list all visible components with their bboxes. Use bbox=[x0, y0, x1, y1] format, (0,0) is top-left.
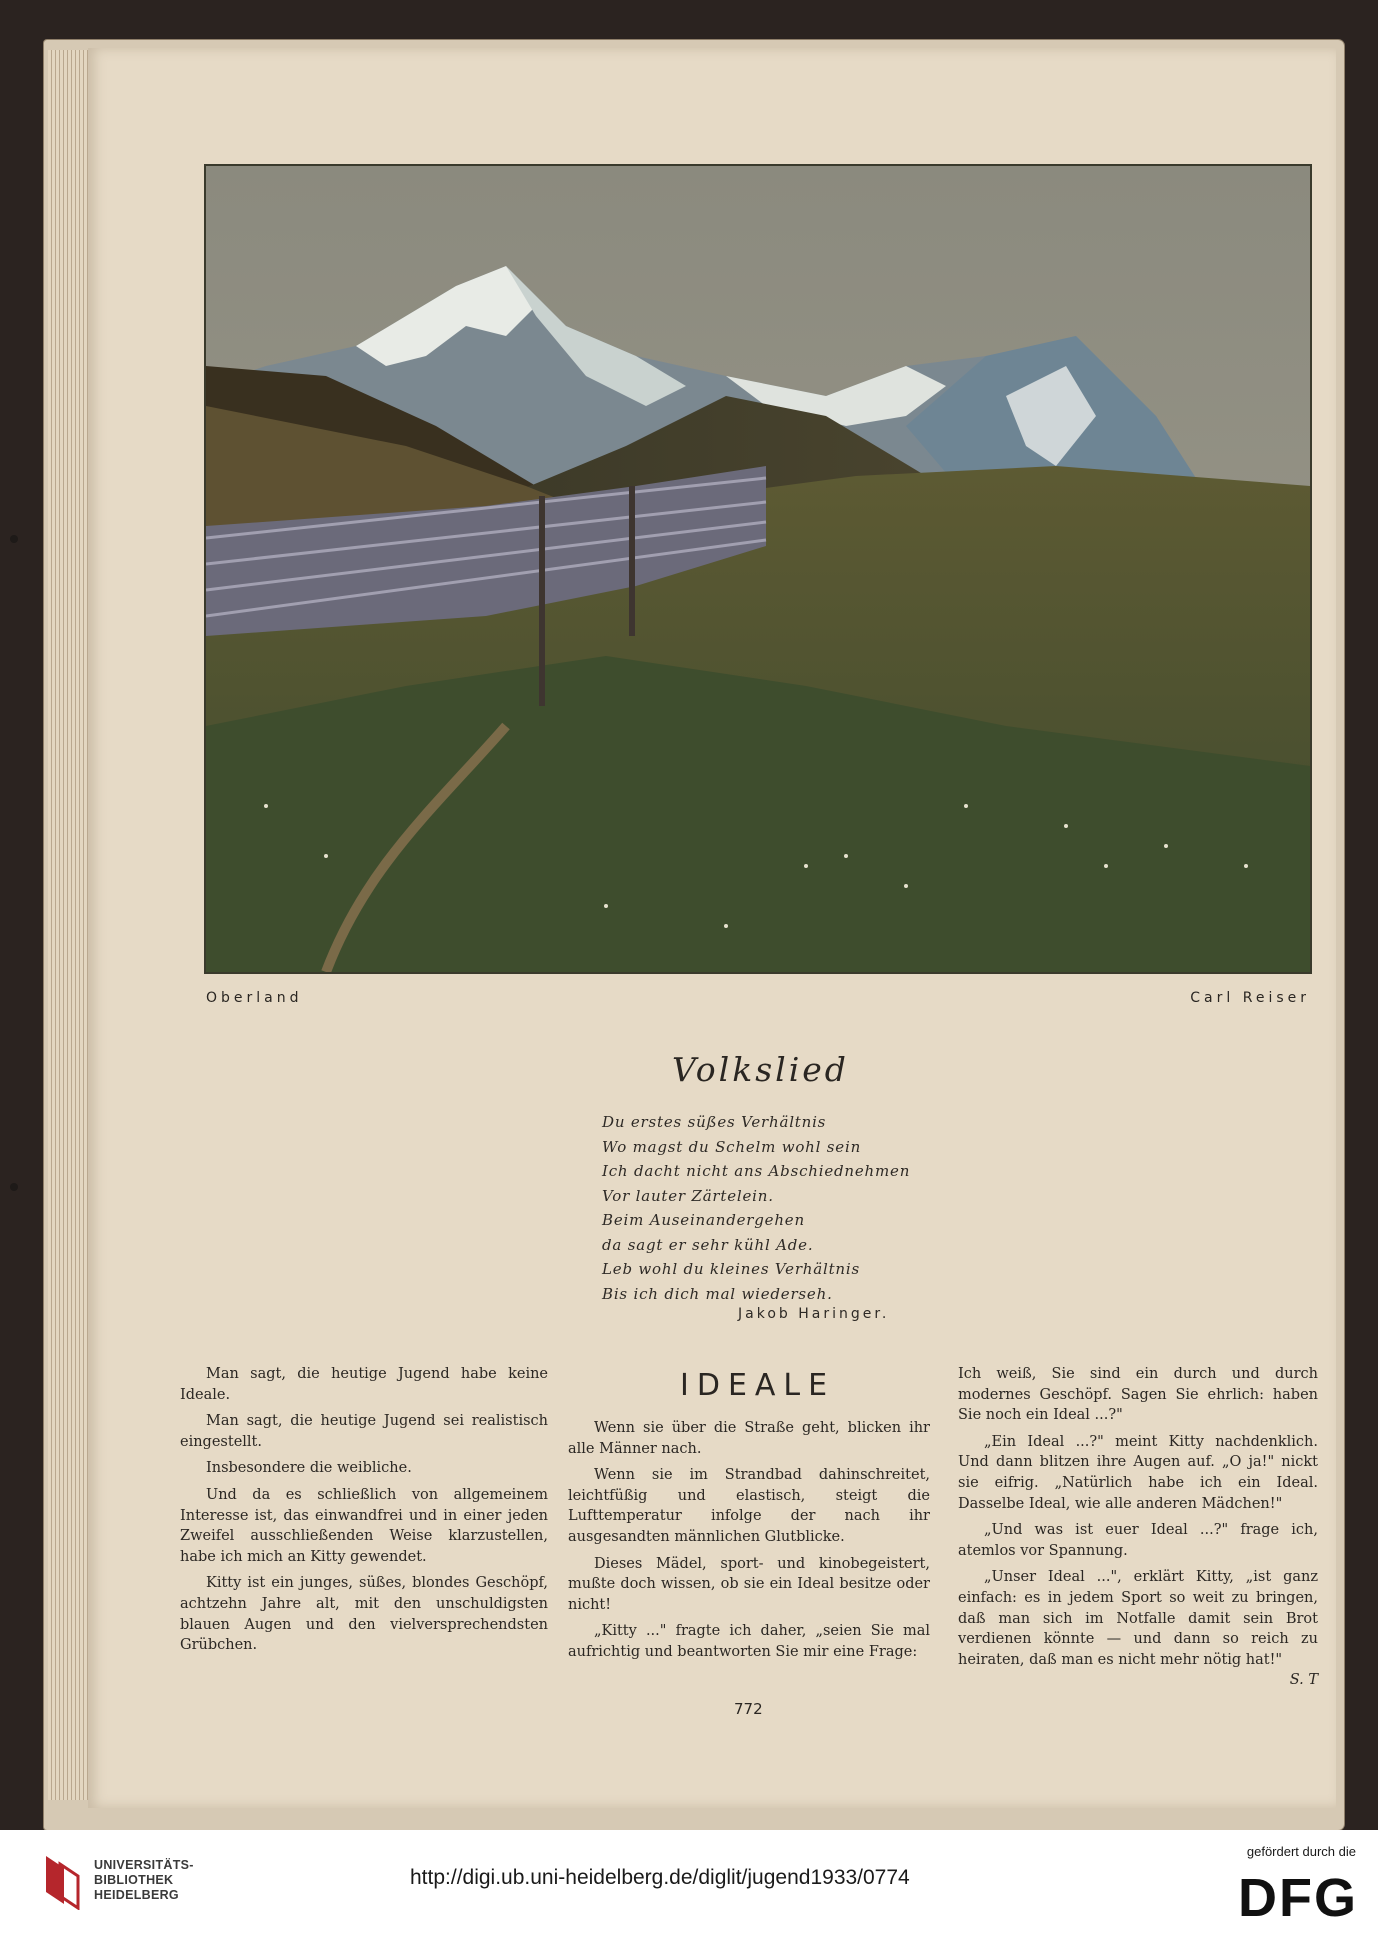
flower bbox=[264, 804, 268, 808]
flower bbox=[1244, 864, 1248, 868]
author-signature: S. T bbox=[1289, 1672, 1318, 1689]
dfg-logo[interactable]: DFG bbox=[1238, 1868, 1358, 1928]
painting-artist: Carl Reiser bbox=[1190, 990, 1310, 1006]
poem-author: Jakob Haringer. bbox=[738, 1306, 890, 1322]
poem-line: Du erstes süßes Verhältnis bbox=[602, 1113, 827, 1131]
poem-line: Vor lauter Zärtelein. bbox=[602, 1186, 774, 1205]
paragraph: Dieses Mädel, sport- und kinobegeistert, mußte doch wissen, ob sie ein Ideal besitze oder nicht! bbox=[568, 1555, 930, 1613]
poem-line: Ich dacht nicht ans Abschiednehmen bbox=[602, 1162, 911, 1180]
paragraph: „Ein Ideal ...?" meint Kitty nachdenklich. Und dann blitzen ihre Augen auf. „O ja!" nickt sie eifrig. „Natürlich habe ich ein Ideal. Dasselbe Ideal, wie alle anderen Mädchen!" bbox=[958, 1433, 1318, 1512]
painting-title: Oberland bbox=[206, 990, 303, 1006]
university-name[interactable] bbox=[94, 1858, 194, 1903]
paragraph: Wenn sie im Strandbad dahinschreitet, leichtfüßig und elastisch, steigt die Lufttemperatur infolge der nach ihr ausgesandten männlichen Glutblicke. bbox=[568, 1467, 930, 1545]
paragraph: Man sagt, die heutige Jugend sei realistisch eingestellt. bbox=[180, 1413, 548, 1450]
poem-line: da sagt er sehr kühl Ade. bbox=[602, 1235, 814, 1254]
poem-title: Volkslied bbox=[672, 1050, 849, 1089]
flower bbox=[964, 804, 968, 808]
flower bbox=[324, 854, 328, 858]
permalink-url[interactable]: http://digi.ub.uni-heidelberg.de/diglit/jugend1933/0774 bbox=[410, 1866, 910, 1889]
flower bbox=[724, 924, 728, 928]
university-logo-icon[interactable] bbox=[42, 1850, 82, 1910]
article-column-1 bbox=[180, 1364, 548, 1662]
paragraph: Ich weiß, Sie sind ein durch und durch modernes Geschöpf. Sagen Sie ehrlich: haben Sie noch ein Ideal ...?" bbox=[958, 1366, 1318, 1424]
poem-line: Wo magst du Schelm wohl sein bbox=[602, 1137, 862, 1156]
flower bbox=[904, 884, 908, 888]
paragraph: Kitty ist ein junges, süßes, blondes Geschöpf, achtzehn Jahre alt, mit den unschuldigsten blauen Augen und den vielversprechendsten Grübchen. bbox=[180, 1575, 548, 1654]
poem-line: Beim Auseinandergehen bbox=[602, 1211, 805, 1229]
paragraph: „Kitty ..." fragte ich daher, „seien Sie mal aufrichtig und beantworten Sie mir eine Frage: bbox=[568, 1623, 930, 1660]
flower bbox=[844, 854, 848, 858]
paragraph: Insbesondere die weibliche. bbox=[206, 1460, 412, 1477]
poem-body bbox=[602, 1110, 982, 1306]
university-name-line: UNIVERSITÄTS- bbox=[94, 1858, 194, 1872]
paragraph: Und da es schließlich von allgemeinem Interesse ist, das einwandfrei und in einer jeden Zweifel ausschließenden Weise klarzustellen, habe ich mich an Kitty gewendet. bbox=[180, 1486, 548, 1565]
article-title: IDEALE bbox=[680, 1368, 836, 1403]
binding-hole bbox=[10, 535, 18, 543]
flower bbox=[604, 904, 608, 908]
page-edges bbox=[48, 50, 92, 1800]
flower bbox=[804, 864, 808, 868]
article-column-3 bbox=[958, 1364, 1318, 1691]
binding-hole bbox=[10, 1183, 18, 1191]
painting-oberland bbox=[206, 166, 1310, 972]
flower bbox=[1104, 864, 1108, 868]
university-name-line: HEIDELBERG bbox=[94, 1888, 179, 1902]
paragraph: Man sagt, die heutige Jugend habe keine Ideale. bbox=[180, 1366, 548, 1403]
poem-line: Bis ich dich mal wiederseh. bbox=[602, 1284, 833, 1303]
article-column-2 bbox=[568, 1418, 930, 1669]
footer-bar bbox=[0, 1830, 1378, 1939]
poem-line: Leb wohl du kleines Verhältnis bbox=[602, 1260, 860, 1278]
paragraph bbox=[958, 1567, 1318, 1689]
paragraph: „Und was ist euer Ideal ...?" frage ich, atemlos vor Spannung. bbox=[958, 1522, 1318, 1559]
flower bbox=[1064, 824, 1068, 828]
paragraph-text: „Unser Ideal ...", erklärt Kitty, „ist ganz einfach: es in jedem Sport so weit zu bringen, daß man sich im Notfalle damit sein Brot verdienen könnte — und dann so reich zu heiraten, daß man es nicht mehr nötig hat!" bbox=[958, 1569, 1318, 1668]
paragraph: Wenn sie über die Straße geht, blicken ihr alle Männer nach. bbox=[568, 1420, 930, 1457]
funded-by-label: gefördert durch die bbox=[1246, 1844, 1356, 1859]
page-number: 772 bbox=[734, 1700, 763, 1718]
university-name-line: BIBLIOTHEK bbox=[94, 1873, 174, 1887]
flower bbox=[1164, 844, 1168, 848]
